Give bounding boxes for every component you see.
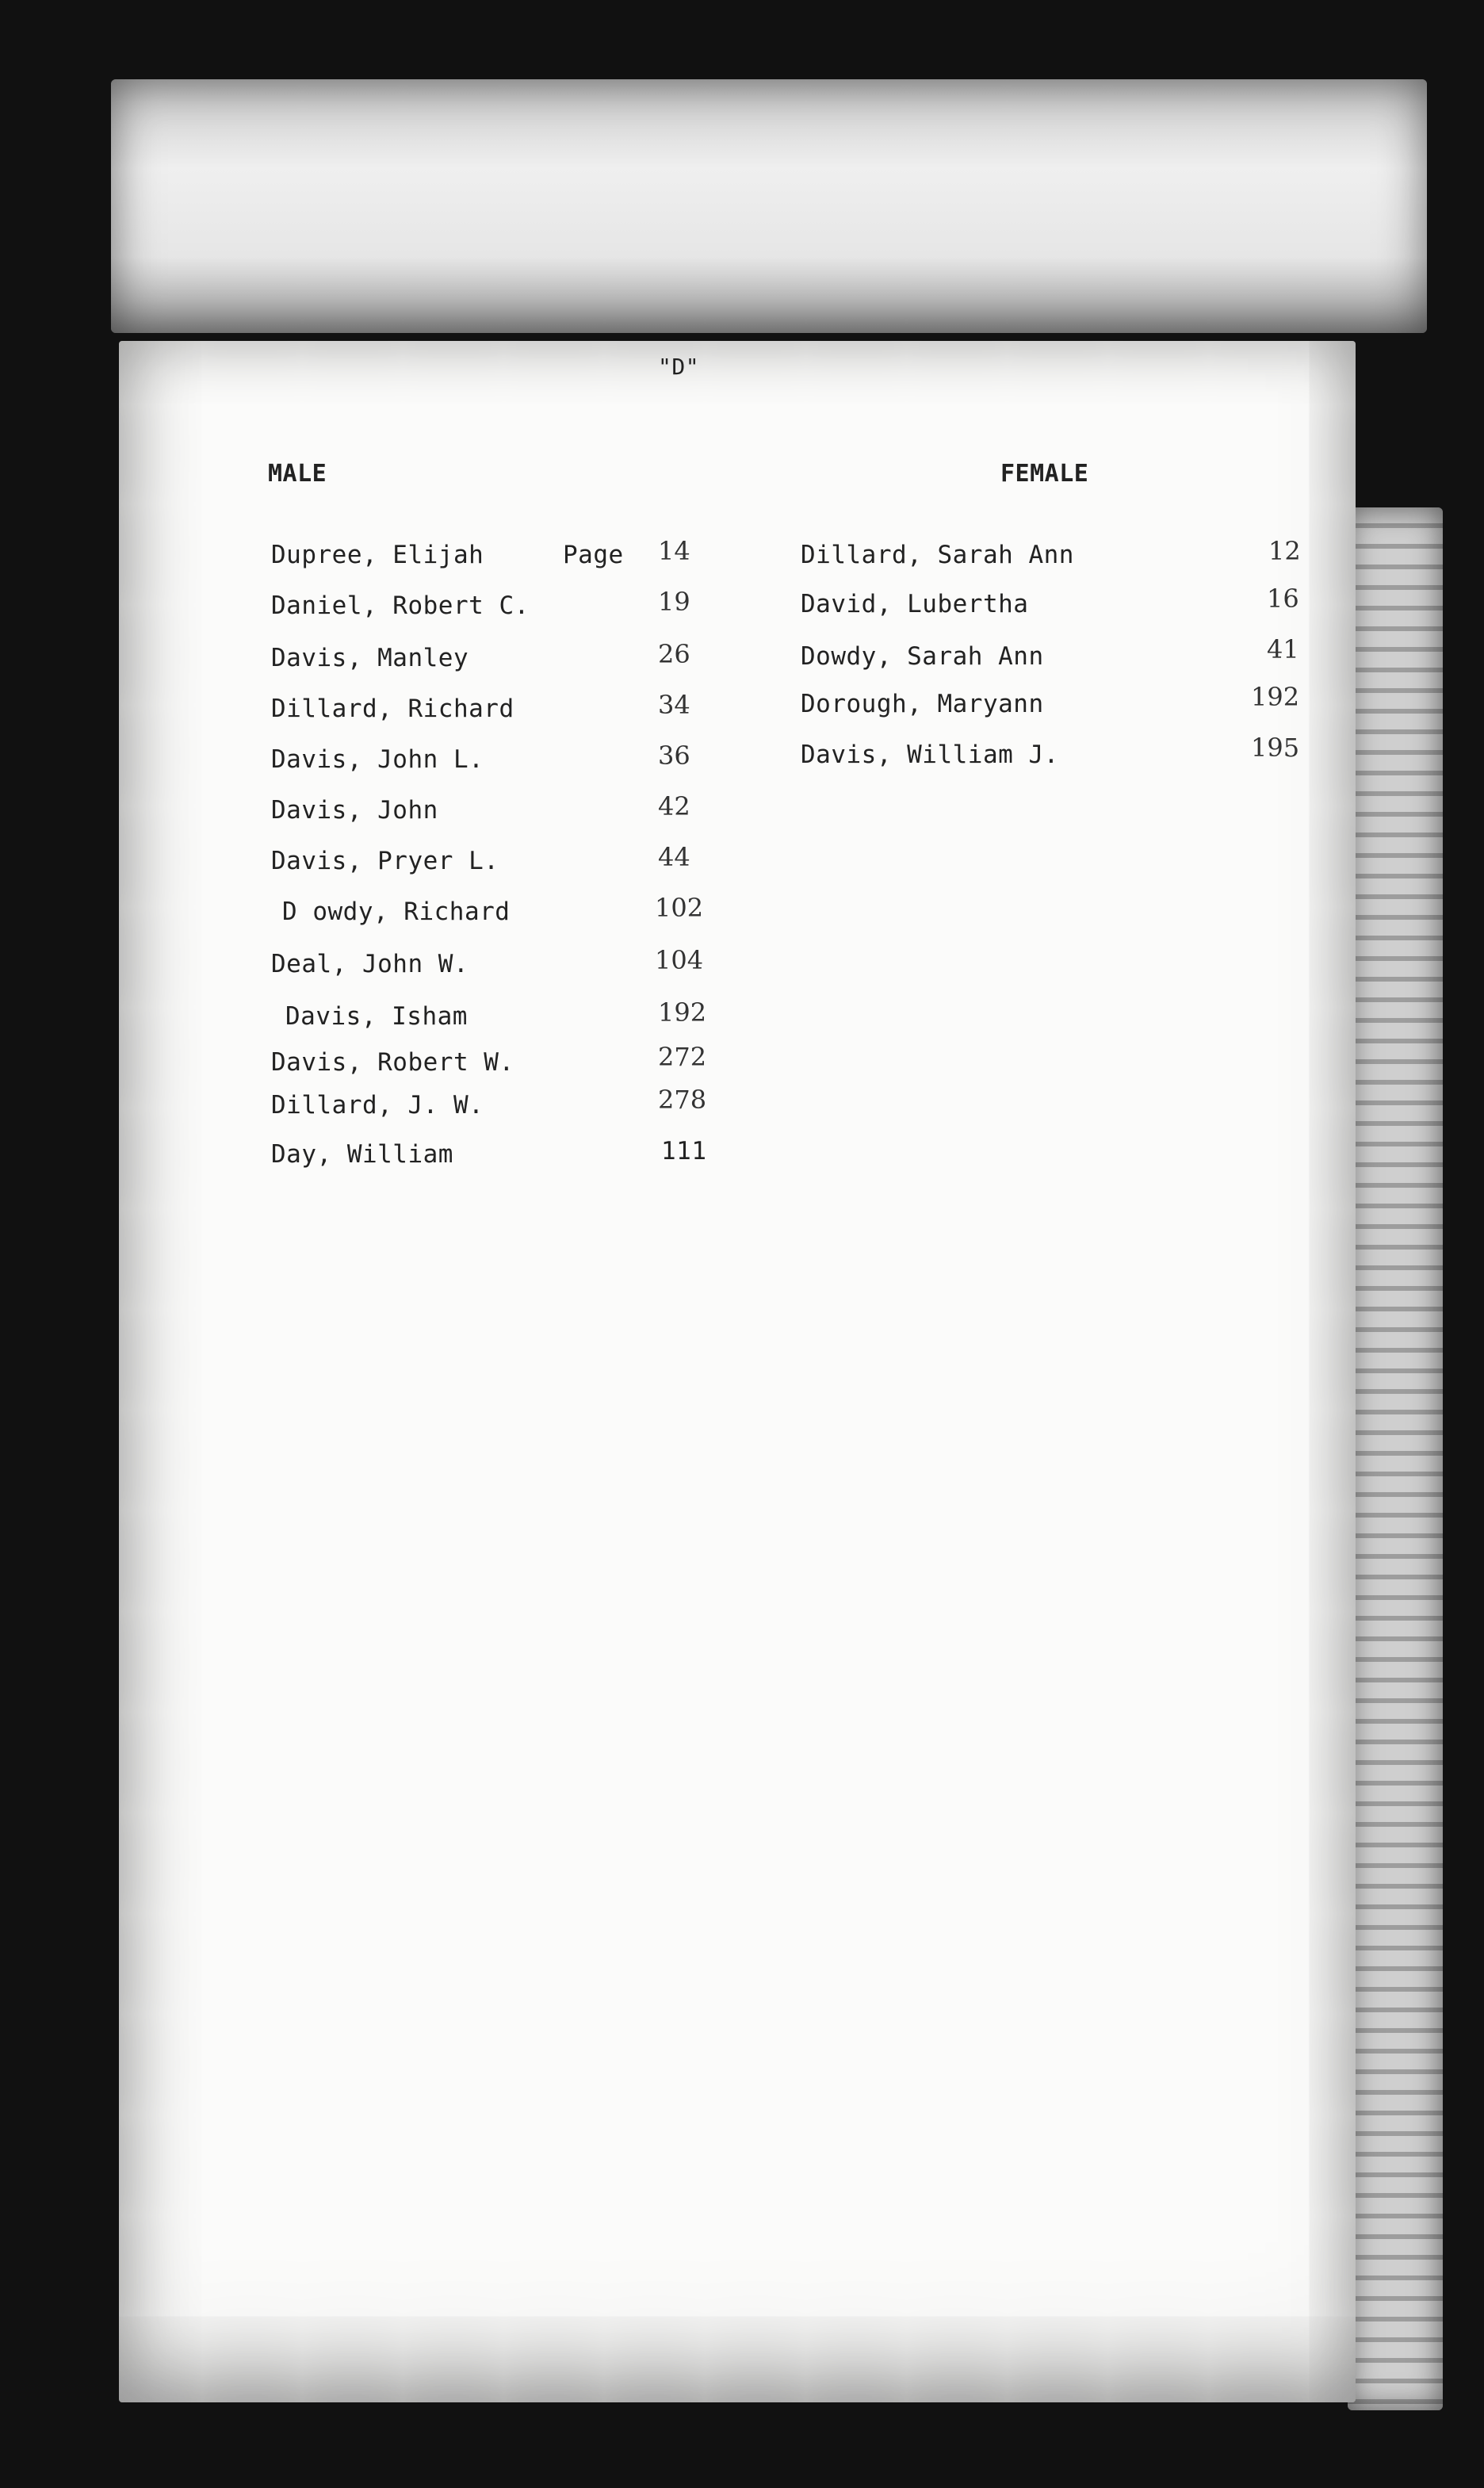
male-entry-page: 192 — [658, 997, 707, 1028]
female-entry-name: David, Lubertha — [801, 590, 1029, 618]
male-entry-page: 14 — [658, 536, 690, 566]
male-entry-page: 36 — [658, 741, 690, 771]
male-entry-name: Davis, John L. — [271, 745, 484, 774]
male-entry-name: Deal, John W. — [271, 950, 469, 978]
female-entry-page: 16 — [1267, 584, 1299, 614]
male-entry-name: Dupree, Elijah — [271, 541, 484, 569]
male-entry-page: 102 — [655, 893, 704, 923]
male-entry-page: 26 — [658, 639, 690, 669]
male-entry-name: Dillard, J. W. — [271, 1091, 484, 1120]
male-entry-name: Davis, Manley — [271, 644, 469, 672]
female-entry-name: Dowdy, Sarah Ann — [801, 642, 1044, 671]
male-entry-name: D owdy, Richard — [282, 898, 511, 926]
male-entry-name: Davis, Robert W. — [271, 1048, 514, 1077]
male-entry-page: 44 — [658, 842, 690, 872]
female-entry-name: Dorough, Maryann — [801, 690, 1044, 718]
previous-page-strip — [111, 79, 1427, 333]
male-entry-page: 42 — [658, 791, 690, 821]
male-entry-name: Day, William — [271, 1140, 453, 1169]
female-column-heading: FEMALE — [1000, 460, 1089, 488]
male-entry-name: Davis, Pryer L. — [271, 847, 499, 875]
male-entry-name: Davis, Isham — [285, 1002, 468, 1031]
female-entry-name: Dillard, Sarah Ann — [801, 541, 1074, 569]
female-entry-page: 12 — [1268, 536, 1301, 566]
letter-header: "D" — [658, 354, 700, 380]
female-entry-page: 41 — [1267, 634, 1299, 664]
male-entry-page: 19 — [658, 587, 690, 617]
male-entry-name: Daniel, Robert C. — [271, 591, 530, 620]
male-entry-page: 104 — [655, 945, 704, 975]
stacked-page-edges — [1348, 507, 1443, 2410]
female-entry-name: Davis, William J. — [801, 741, 1059, 769]
male-entry-page: 111 — [661, 1137, 707, 1166]
male-entry-name: Davis, John — [271, 796, 438, 825]
male-entry-page: 34 — [658, 690, 690, 720]
female-entry-page: 195 — [1251, 733, 1300, 763]
page-label: Page — [563, 541, 624, 569]
male-entry-page: 272 — [658, 1042, 707, 1072]
female-entry-page: 192 — [1251, 682, 1300, 712]
male-entry-name: Dillard, Richard — [271, 695, 514, 723]
male-entry-page: 278 — [658, 1085, 707, 1115]
male-column-heading: MALE — [268, 460, 327, 488]
